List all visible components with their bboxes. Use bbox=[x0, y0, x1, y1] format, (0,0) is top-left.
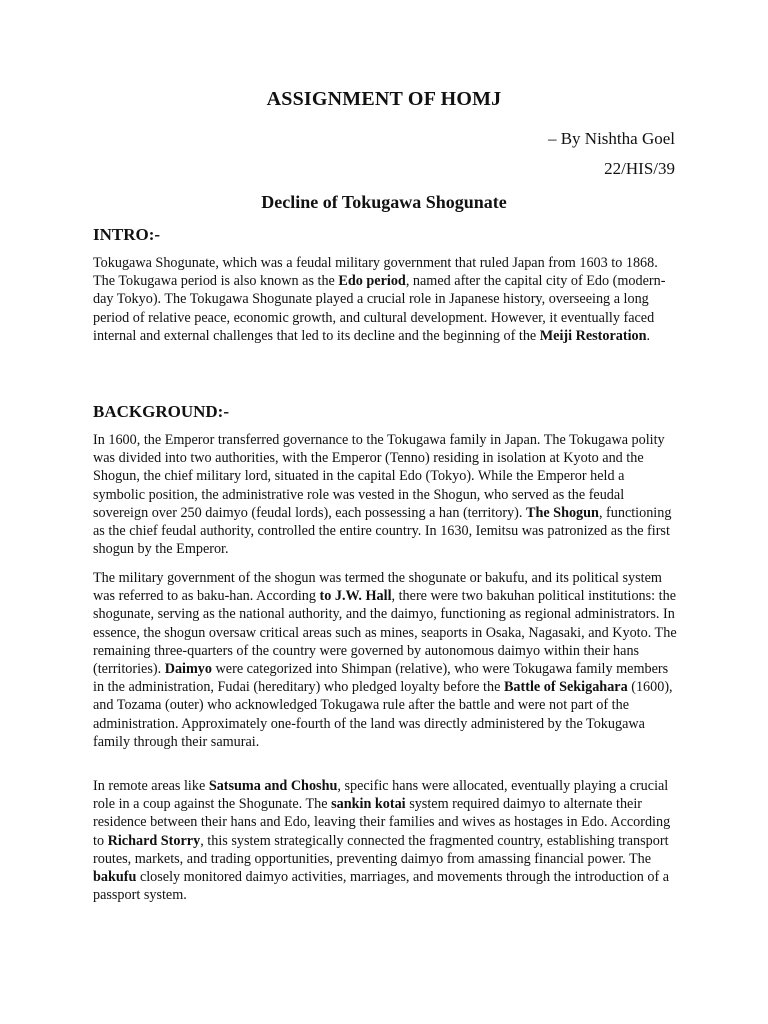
bold-term: to J.W. Hall bbox=[319, 588, 392, 605]
text-run: , functioning as the chief feudal authority, controlled the entire country. In 1630, Iemitsu was patronized as the first shogun by the Emperor. bbox=[93, 504, 672, 558]
bold-term: Daimyo bbox=[164, 661, 212, 678]
text-run: , specific hans were allocated, eventually playing a crucial role in a coup against the Shogunate. The bbox=[93, 778, 669, 813]
background-paragraph-2 bbox=[93, 569, 678, 751]
text-run: closely monitored daimyo activities, marriages, and movements through the introduction of a passport system. bbox=[93, 869, 670, 904]
bold-term: Richard Storry bbox=[107, 832, 201, 849]
text-run: were categorized into Shimpan (relative), who were Tokugawa family members in the administration, Fudai (hereditary) who pledged loyalty before the bbox=[93, 661, 669, 696]
background-paragraph-3 bbox=[93, 777, 678, 904]
document-subtitle: Decline of Tokugawa Shogunate bbox=[261, 192, 507, 212]
bold-term: sankin kotai bbox=[331, 796, 406, 813]
text-run: , named after the capital city of Edo (modern-day Tokyo). The Tokugawa Shogunate played a crucial role in Japanese history, overseeing a long period of relative peace, economic growth, and cultural development. However, it eventually faced internal and external challenges that led to its decline and the beginning of the bbox=[93, 273, 666, 344]
text-run: In remote areas like bbox=[93, 778, 209, 794]
bold-term: Meiji Restoration bbox=[539, 327, 647, 344]
roll-number: 22/HIS/39 bbox=[604, 159, 675, 178]
background-paragraph-1 bbox=[93, 431, 678, 558]
bold-term: Battle of Sekigahara bbox=[503, 679, 628, 696]
intro-paragraph bbox=[93, 254, 678, 345]
text-run: system required daimyo to alternate their residence between their hans and Edo, leaving their families and wives as hostages in Edo. According to bbox=[93, 796, 671, 849]
bold-term: The Shogun bbox=[525, 504, 599, 521]
bold-term: bakufu bbox=[93, 869, 137, 886]
author-byline: – By Nishtha Goel bbox=[547, 129, 675, 148]
text-run: Tokugawa Shogunate, which was a feudal military government that ruled Japan from 1603 to 1868. The Tokugawa period is also known as the bbox=[93, 255, 658, 290]
document-title: ASSIGNMENT OF HOMJ bbox=[266, 88, 502, 110]
bold-term: Edo period bbox=[338, 273, 406, 290]
text-run: (1600), and Tozama (outer) who acknowledged Tokugawa rule after the battle and were not part of the administration. Approximately one-fourth of the land was directly administered by the Tokugawa family through their samurai. bbox=[93, 679, 673, 750]
section-heading-intro: INTRO:- bbox=[93, 225, 161, 244]
text-run: The military government of the shogun was termed the shogunate or bakufu, and its political system was referred to as baku-han. According bbox=[93, 570, 662, 605]
text-run: In 1600, the Emperor transferred governance to the Tokugawa family in Japan. The Tokugawa polity was divided into two authorities, with the Emperor (Tenno) residing in isolation at Kyoto and the Shogun, the chief military lord, situated in the capital Edo (Tokyo). While the Emperor held a symbolic position, the administrative role was vested in the Shogun, who served as the feudal sovereign over 250 daimyo (feudal lords), each possessing a han (territory). bbox=[93, 432, 665, 521]
text-run: , this system strategically connected the fragmented country, establishing transport routes, markets, and trading opportunities, preventing daimyo from amassing financial power. The bbox=[93, 832, 669, 867]
text-run: , there were two bakuhan political institutions: the shogunate, serving as the national authority, and the daimyo, functioning as regional administrators. In essence, the shogun oversaw critical areas such as mines, seaports in Osaka, Nagasaki, and Kyoto. The remaining three-quarters of the country were governed by autonomous daimyo within their hans (territories). bbox=[93, 588, 677, 678]
bold-term: Satsuma and Choshu bbox=[208, 778, 338, 794]
text-run: . bbox=[646, 327, 651, 344]
section-heading-background: BACKGROUND:- bbox=[93, 402, 229, 421]
